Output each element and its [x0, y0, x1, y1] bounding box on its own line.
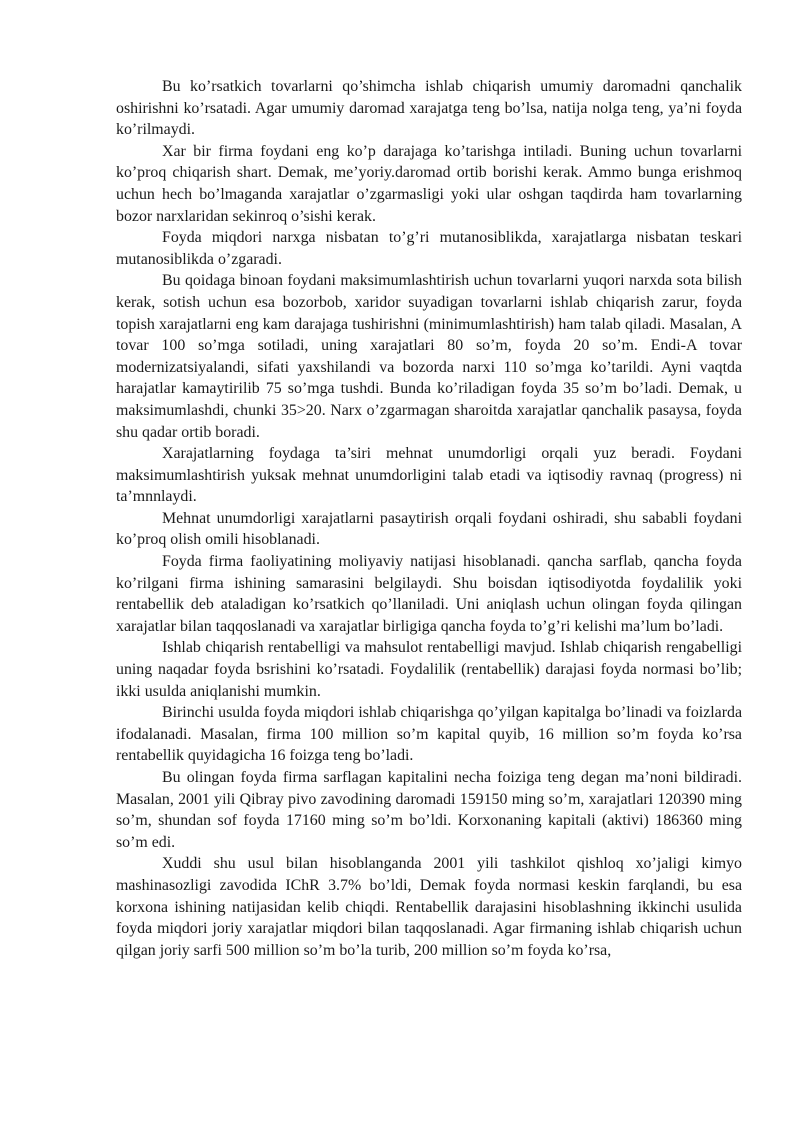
paragraph-9: Birinchi usulda foyda miqdori ishlab chiqarishga qo’yilgan kapitalga bo’linadi va foizlarda ifodalanadi. Masalan, firma 100 million so’m kapital quyib, 16 million so’m foyda ko’rsa rentabellik quyidagicha 16 foizga teng bo’ladi.: [116, 704, 742, 765]
paragraph-4: Bu qoidaga binoan foydani maksimumlashtirish uchun tovarlarni yuqori narxda sota bilish kerak, sotish uchun esa bozorbob, xaridor suyadigan tovarlarni ishlab chiqarish zarur, foyda topish xarajatlarni eng kam darajaga tushirishni (minimumlashtirish) ham talab qiladi. Masalan, A tovar 100 so’mga sotiladi, uning xarajatlari 80 so’m, foyda 20 so’m. Endi-A tovar modernizatsiyalandi, sifati yaxshilandi va bozorda narxi 110 so’mga ko’tarildi. Ayni vaqtda harajatlar kamaytirilib 75 so’mga tushdi. Bunda ko’riladigan foyda 35 so’m bo’ladi. Demak, u maksimumlashdi, chunki 35>20. Narx o’zgarmagan sharoitda xarajatlar qanchalik pasaysa, foyda shu qadar ortib boradi.: [116, 272, 742, 441]
paragraph-10: Bu olingan foyda firma sarflagan kapitalini necha foiziga teng degan ma’noni bildiradi. Masalan, 2001 yili Qibray pivo zavodining daromadi 159150 ming so’m, xarajatlari 120390 ming so’m, shundan sof foyda 17160 ming so’m bo’ldi. Korxonaning kapitali (aktivi) 186360 ming so’m edi.: [116, 769, 742, 851]
paragraph-5: Xarajatlarning foydaga ta’siri mehnat unumdorligi orqali yuz beradi. Foydani maksimumlashtirish yuksak mehnat unumdorligini talab etadi va iqtisodiy ravnaq (progress) ni ta’mnnlaydi.: [116, 445, 742, 506]
paragraph-8: Ishlab chiqarish rentabelligi va mahsulot rentabelligi mavjud. Ishlab chiqarish rengabelligi uning naqadar foyda bsrishini ko’rsatadi. Foydalilik (rentabellik) darajasi foyda normasi bo’lib; ikki usulda aniqlanishi mumkin.: [116, 639, 742, 700]
paragraph-1: Bu ko’rsatkich tovarlarni qo’shimcha ishlab chiqarish umumiy daromadni qanchalik oshirishni ko’rsatadi. Agar umumiy daromad xarajatga teng bo’lsa, natija nolga teng, ya’ni foyda ko’rilmaydi.: [116, 78, 742, 139]
paragraph-7: Foyda firma faoliyatining moliyaviy natijasi hisoblanadi. qancha sarflab, qancha foyda ko’rilgani firma ishining samarasini belgilaydi. Shu boisdan iqtisodiyotda foydalilik yoki rentabellik deb ataladigan ko’rsatkich qo’llaniladi. Uni aniqlash uchun olingan foyda qilingan xarajatlar bilan taqqoslanadi va xarajatlar birligiga qancha foyda to’g’ri kelishi ma’lum bo’ladi.: [116, 553, 742, 635]
paragraph-3: Foyda miqdori narxga nisbatan to’g’ri mutanosiblikda, xarajatlarga nisbatan teskari mutanosiblikda o’zgaradi.: [116, 229, 742, 268]
paragraph-6: Mehnat unumdorligi xarajatlarni pasaytirish orqali foydani oshiradi, shu sababli foydani ko’proq olish omili hisoblanadi.: [116, 509, 742, 549]
paragraph-2: Xar bir firma foydani eng ko’p darajaga ko’tarishga intiladi. Buning uchun tovarlarni ko’proq chiqarish shart. Demak, me’yoriy.daromad ortib borishi kerak. Ammo bunga erishmoq uchun hech bo’lmaganda xarajatlar o’zgarmasligi yoki ular oshgan taqdirda ham tovarlarning bozor narxlaridan sekinroq o’sishi kerak.: [116, 142, 742, 225]
paragraph-11: Xuddi shu usul bilan hisoblanganda 2001 yili tashkilot qishloq xo’jaligi kimyo mashinasozligi zavodida IChR 3.7% bo’ldi, Demak foyda normasi keskin farqlandi, bu esa korxona ishining natijasidan kelib chiqdi. Rentabellik darajasini hisoblashning ikkinchi usulida foyda miqdori joriy xarajatlar miqdori bilan taqqoslanadi. Agar firmaning ishlab chiqarish uchun qilgan joriy sarfi 500 million so’m bo’la turib, 200 million so’m foyda ko’rsa,: [116, 855, 742, 959]
